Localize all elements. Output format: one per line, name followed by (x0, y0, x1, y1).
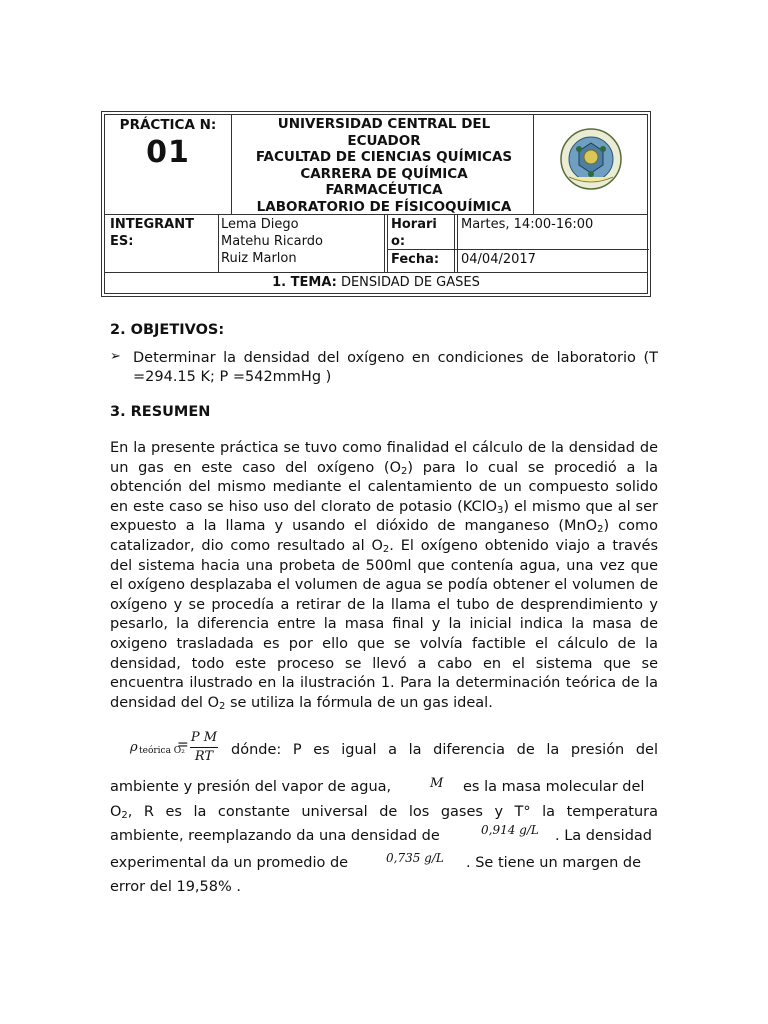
divider (105, 293, 647, 294)
text-line: $O_2$, R es la constante universal de los gases y T° la temperatura (110, 804, 658, 821)
formula-numerator: P M (190, 730, 218, 745)
text-line: es la masa molecular del (463, 779, 645, 795)
math-theoretical-density: 0,914 g/L (481, 823, 539, 837)
resumen-paragraph: En la presente práctica se tuvo como finalidad el cálculo de la densidad de un gas en este caso del oxígeno $(O_2)$ para lo cual se procedió a la obtención del mismo mediante el calentamiento de un compuesto solido en este caso se hiso uso del clorato de potasio (KClO$_3$) el mismo que al ser expuesto a la llama y usando el dióxido de manganeso (MnO$_2$) como catalizador, dio como resultado al $O_2$. El oxígeno obtenido viajo a través del sistema hacia una probeta de 500ml que contenía agua, una vez que el oxígeno desplazaba el volumen de agua se podía obtener el volumen de oxígeno y se procedía a retirar de la llama el tubo de desprendimiento y pesarlo, la diferencia entre la masa final y la inicial indica la masa de oxigeno trasladada es por ello que se volvía factible el cálculo de la densidad, todo este proceso se llevó a cabo en el sistema que se encuentra ilustrado en la ilustración 1. Para la determinación teórica de la densidad del $O_2$ se utiliza la fórmula de un gas ideal. (110, 440, 658, 712)
divider (454, 214, 455, 272)
tema-label: 1. TEMA: (272, 275, 337, 290)
text-line: ambiente y presión del vapor de agua, (110, 779, 392, 795)
text-line: error del 19,58% . (110, 879, 241, 895)
text-line: experimental da un promedio de (110, 855, 349, 871)
formula-subscript: teórica O₂ (139, 746, 185, 756)
university-line: UNIVERSIDAD CENTRAL DEL (277, 116, 491, 132)
resumen-heading: 3. RESUMEN (110, 404, 211, 420)
formula-rho: ρ (130, 740, 138, 755)
fecha-value: 04/04/2017 (461, 252, 536, 267)
university-line: CARRERA DE QUÍMICA (300, 165, 468, 182)
text-line: . La densidad (555, 828, 652, 844)
member-name: Lema Diego (221, 217, 299, 232)
header-table (101, 111, 651, 297)
bullet-arrow-icon: ➢ (110, 349, 121, 364)
member-name: Matehu Ricardo (221, 234, 323, 249)
horario-label: Horari o: (391, 217, 437, 249)
fraction-bar (190, 747, 218, 748)
university-line: LABORATORIO DE FÍSICOQUÍMICA (256, 198, 512, 215)
tema-row (105, 275, 647, 290)
integrantes-label: INTEGRANT ES: (110, 217, 194, 249)
practica-label: PRÁCTICA N: (119, 117, 217, 133)
math-M: M (430, 776, 444, 791)
university-block (235, 116, 533, 215)
university-line: FARMACÉUTICA (325, 182, 443, 198)
formula-explanation-line: dónde: P es igual a la diferencia de la presión del (231, 742, 658, 758)
header-inner-border (104, 114, 648, 294)
divider (533, 115, 534, 214)
formula-denominator: RT (194, 749, 214, 764)
divider (387, 214, 388, 272)
university-line: ECUADOR (347, 132, 421, 149)
divider (105, 272, 647, 273)
university-line: FACULTAD DE CIENCIAS QUÍMICAS (255, 149, 513, 165)
divider (384, 214, 385, 272)
math-experimental-density: 0,735 g/L (386, 851, 444, 865)
faculty-logo (559, 127, 623, 191)
divider (457, 214, 458, 272)
divider (105, 214, 647, 215)
text-line: ambiente, reemplazando da una densidad de (110, 828, 440, 844)
divider (387, 249, 649, 250)
horario-value: Martes, 14:00-16:00 (461, 217, 594, 232)
divider (231, 115, 232, 214)
members-list (221, 216, 323, 267)
member-name: Ruiz Marlon (221, 251, 297, 266)
fecha-label: Fecha: (391, 252, 440, 267)
practica-number: 01 (146, 135, 190, 170)
divider (218, 214, 219, 272)
objetivo-item: Determinar la densidad del oxígeno en condiciones de laboratorio (T =294.15 K; P =542mmHg ) (133, 350, 658, 385)
formula-equals: = (177, 737, 189, 753)
objetivos-heading: 2. OBJETIVOS: (110, 322, 225, 338)
text-line: . Se tiene un margen de (466, 855, 642, 871)
tema-value: DENSIDAD DE GASES (336, 275, 480, 290)
